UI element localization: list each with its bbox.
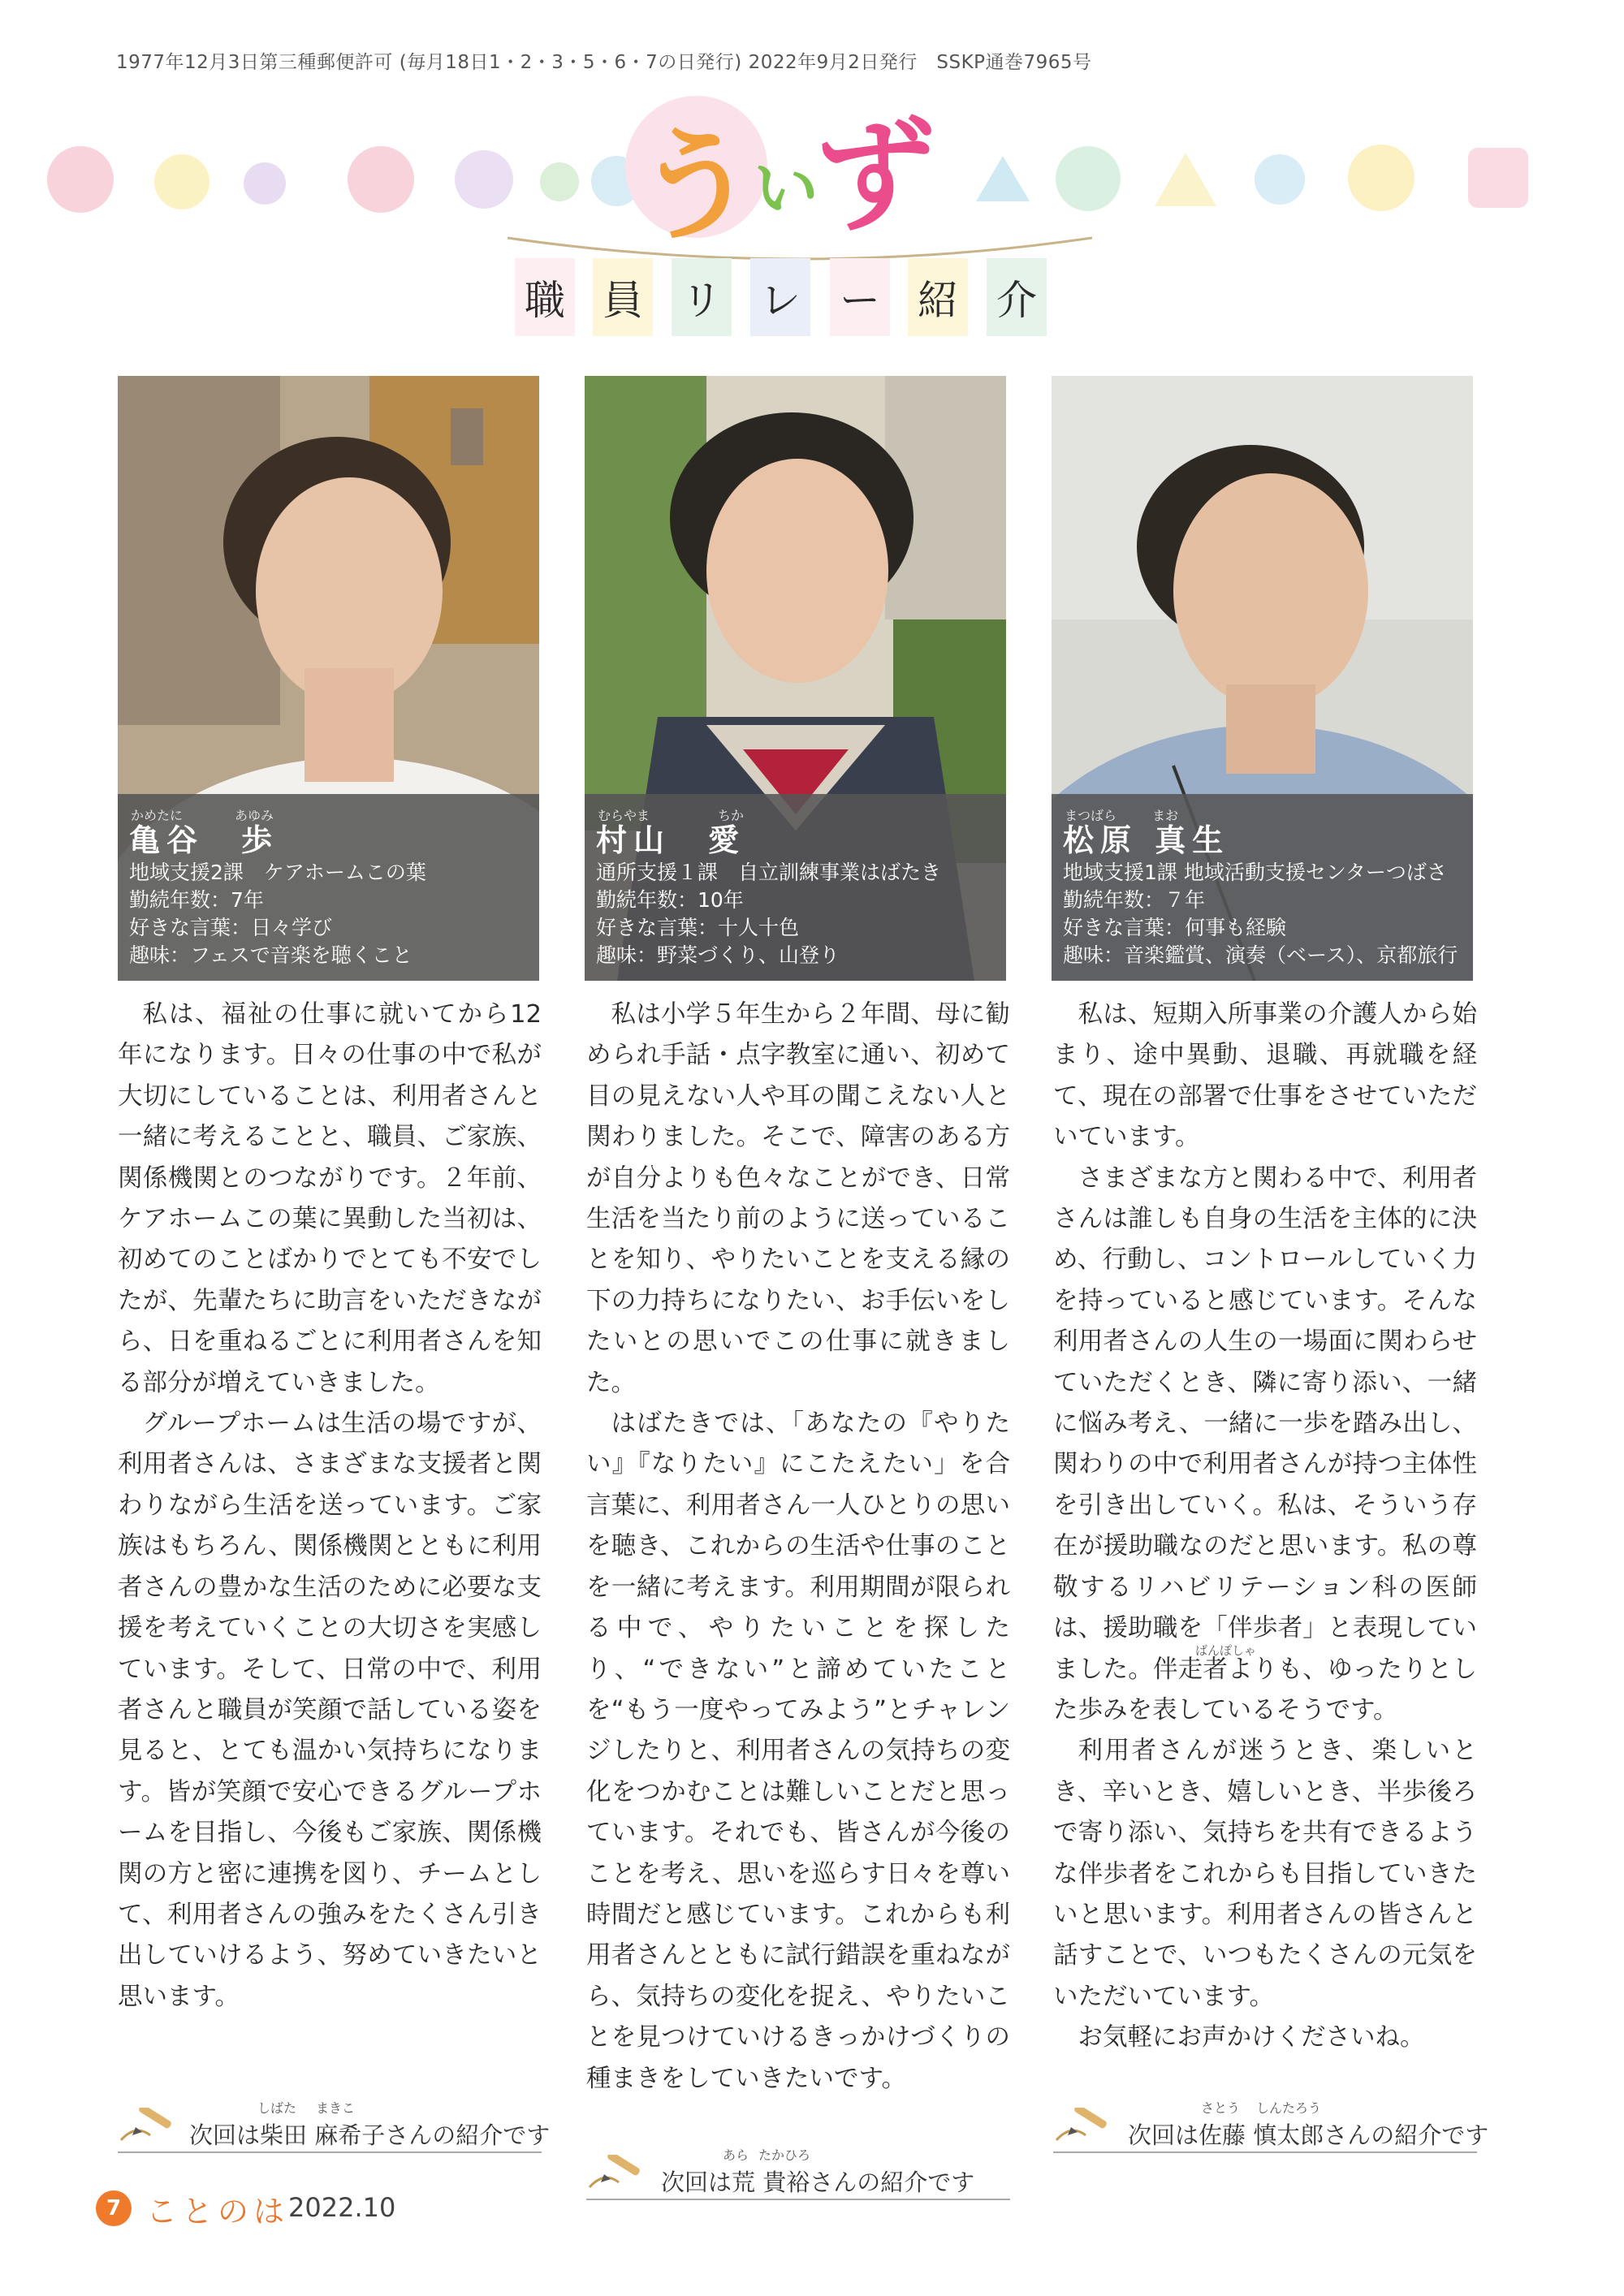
banner-char: ー bbox=[840, 277, 880, 324]
staff-years: 勤続年数：10年 bbox=[596, 888, 744, 912]
banner-char: 職 bbox=[525, 277, 565, 324]
mint-dot-decoration bbox=[1056, 146, 1121, 211]
article-column-matsubara bbox=[1053, 995, 1477, 2059]
purple-dot-decoration bbox=[455, 150, 513, 209]
furigana-family: まつばら bbox=[1065, 808, 1117, 823]
logo-char-zu: ず bbox=[814, 106, 936, 248]
staff-info-panel bbox=[1052, 794, 1473, 981]
page-number: 7 bbox=[96, 2190, 132, 2226]
article-paragraph: 私は、短期入所事業の介護人から始まり、途中異動、退職、再就職を経て、現在の部署で仕事をさせていただいています。 bbox=[1053, 1000, 1477, 1152]
square-decoration bbox=[1468, 148, 1528, 208]
name-furigana bbox=[596, 805, 995, 822]
pink-dot-decoration bbox=[348, 146, 414, 213]
banner-flag bbox=[750, 258, 810, 336]
article-paragraph: 私は、福祉の仕事に就いてから12年になります。日々の仕事の中で私が大切にしていることは、利用者さんと一緒に考えることと、職員、ご家族、関係機関とのつながりです。２年前、ケアホームこの葉に異動した当初は、初めてのことばかりでとても不安でしたが、先輩たちに助言をいただきながら、日を重ねるごとに利用者さんを知る部分が増えていきました。 bbox=[118, 1000, 542, 1397]
staff-department: 通所支援１課 自立訓練事業はばたき bbox=[596, 861, 942, 884]
triangle-decoration bbox=[974, 154, 1031, 203]
next-intro bbox=[586, 2143, 1010, 2200]
staff-name: 亀谷 歩 bbox=[129, 822, 279, 858]
next-intro bbox=[1053, 2096, 1489, 2153]
banner-flag bbox=[593, 258, 653, 336]
article-paragraph: さまざまな方と関わる中で、利用者さんは誰しも自身の生活を主体的に決め、行動し、コントロールしていく力を持っていると感じています。そんな利用者さんの人生の一場面に関わらせていただくとき、隣に寄り添い、一緒に悩み考え、一緒に一歩を踏み出し、関わりの中で利用者さんが持つ主体性を引き出していく。私は、そういう存在が援助職なのだと思います。私の尊敬するリハビリテーション科の医師は、援助職を「伴歩者」と表現していました。伴走者よりも、ゆったりとした歩みを表しているそうです。 bbox=[1053, 1163, 1477, 1724]
article-column-murayama bbox=[586, 995, 1010, 2100]
next-furigana-given: たかひろ bbox=[758, 2147, 811, 2163]
blue-dot-decoration bbox=[1255, 154, 1305, 205]
postal-permit-notice: 1977年12月3日第三種郵便許可 (毎月18日1・2・3・5・6・7の日発行) 2022年9月2日発行 SSKP通巻7965号 bbox=[116, 52, 1092, 73]
pen-icon bbox=[1053, 2108, 1112, 2145]
next-intro-text: 次回は柴田 麻希子さんの紹介です bbox=[189, 2121, 551, 2149]
staff-info-panel bbox=[118, 794, 539, 981]
furigana-given: ちか bbox=[718, 808, 745, 823]
staff-department: 地域支援2課 ケアホームこの葉 bbox=[129, 861, 426, 884]
next-furigana-given: しんたろう bbox=[1256, 2100, 1322, 2116]
banner-flag bbox=[672, 258, 732, 336]
staff-hobby: 趣味：野菜づくり、山登り bbox=[596, 943, 840, 967]
staff-department: 地域支援1課 地域活動支援センターつばさ bbox=[1063, 861, 1447, 884]
staff-favorite-phrase: 好きな言葉：何事も経験 bbox=[1063, 916, 1287, 939]
purple-dot-decoration bbox=[244, 162, 286, 205]
newsletter-title: ことのは bbox=[146, 2194, 290, 2229]
banner-flag bbox=[987, 258, 1047, 336]
article-paragraph: グループホームは生活の場ですが、利用者さんは、さまざまな支援者と関わりながら生活を送っています。ご家族はもちろん、関係機関とともに利用者さんの豊かな生活のために必要な支援を考えていくことの大切さを実感しています。そして、日常の中で、利用者さんと職員が笑顔で話している姿を見ると、とても温かい気持ちになります。皆が笑顔で安心できるグループホームを目指し、今後もご家族、関係機関の方と密に連携を図り、チームとして、利用者さんの強みをたくさん引き出していけるよう、努めていきたいと思います。 bbox=[118, 1409, 542, 2011]
banner-flag bbox=[830, 258, 890, 336]
pen-icon bbox=[586, 2155, 645, 2192]
pen-icon bbox=[118, 2108, 176, 2145]
ruby-banposha: ばんぽしゃ bbox=[1195, 1643, 1257, 1658]
triangle-decoration bbox=[1153, 151, 1218, 208]
article-paragraph: 私は小学５年生から２年間、母に勧められ手話・点字教室に通い、初めて目の見えない人や耳の聞こえない人と関わりました。そこで、障害のある方が自分よりも色々なことができ、日常生活を当たり前のように送っていることを知り、やりたいことを支える縁の下の力持ちになりたい、お手伝いをしたいとの思いでこの仕事に就きました。 bbox=[586, 1000, 1010, 1397]
wiz-logo bbox=[625, 96, 950, 257]
yellow-dot-decoration bbox=[154, 154, 209, 209]
staff-favorite-phrase: 好きな言葉：日々学び bbox=[129, 916, 333, 939]
staff-name: 松原 真生 bbox=[1063, 822, 1230, 858]
next-furigana-family: あら bbox=[723, 2147, 749, 2163]
next-intro-text: 次回は佐藤 慎太郎さんの紹介です bbox=[1128, 2121, 1489, 2149]
staff-years: 勤続年数：7年 bbox=[129, 888, 264, 912]
article-paragraph: お気軽にお声かけくださいね。 bbox=[1078, 2023, 1425, 2052]
furigana-given: あゆみ bbox=[235, 808, 274, 823]
staff-info-panel bbox=[585, 794, 1006, 981]
pink-dot-decoration bbox=[47, 146, 114, 213]
staff-favorite-phrase: 好きな言葉：十人十色 bbox=[596, 916, 800, 939]
article-paragraph: 利用者さんが迷うとき、楽しいとき、辛いとき、嬉しいとき、半歩後ろで寄り添い、気持ちを共有できるような伴歩者をこれからも目指していきたいと思います。利用者さんの皆さんと話すことで、いつもたくさんの元気をいただいています。 bbox=[1053, 1737, 1477, 2011]
furigana-family: むらやま bbox=[598, 808, 650, 823]
yellow-dot-decoration bbox=[1348, 145, 1415, 211]
logo-char-i: い bbox=[754, 151, 818, 227]
staff-years: 勤続年数：７年 bbox=[1063, 888, 1206, 912]
banner-char: 介 bbox=[996, 277, 1037, 324]
article-paragraph: はばたきでは、「あなたの『やりたい』『なりたい』にこたえたい」を合言葉に、利用者さん一人ひとりの思いを聴き、これからの生活や仕事のことを一緒に考えます。利用期間が限られる中で、やりたいことを探したり、“できない”と諦めていたことを“もう一度やってみよう”とチャレンジしたりと、利用者さんの気持ちの変化をつかむことは難しいことだと思っています。それでも、皆さんが今後のことを考え、思いを巡らす日々を尊い時間だと感じています。これからも利用者さんとともに試行錯誤を重ねながら、気持ちの変化を捉え、やりたいことを見つけていけるきっかけづくりの種まきをしていきたいです。 bbox=[586, 1409, 1010, 2093]
next-furigana-family: さとう bbox=[1201, 2100, 1241, 2116]
banner-char: レ bbox=[760, 277, 801, 324]
next-furigana-given: まきこ bbox=[316, 2100, 356, 2116]
staff-hobby: 趣味：フェスで音楽を聴くこと bbox=[129, 943, 412, 967]
banner-flag bbox=[908, 258, 968, 336]
next-intro-text: 次回は荒 貴裕さんの紹介です bbox=[661, 2169, 975, 2196]
banner-char: 員 bbox=[603, 277, 643, 324]
issue-date: 2022.10 bbox=[288, 2192, 396, 2223]
staff-card bbox=[1052, 376, 1473, 981]
banner-char: 紹 bbox=[918, 277, 958, 324]
furigana-family: かめたに bbox=[131, 808, 184, 823]
next-intro bbox=[118, 2096, 551, 2153]
staff-hobby: 趣味：音楽鑑賞、演奏（ベース）、京都旅行 bbox=[1063, 943, 1458, 967]
name-furigana bbox=[129, 805, 528, 822]
green-dot-decoration bbox=[540, 162, 579, 201]
logo-char-u: う bbox=[635, 116, 758, 257]
name-furigana bbox=[1063, 805, 1462, 822]
furigana-given: まお bbox=[1152, 808, 1179, 823]
banner-flag bbox=[515, 258, 575, 336]
next-furigana-family: しばた bbox=[257, 2100, 297, 2116]
banner-char: リ bbox=[681, 277, 722, 324]
article-column-kametani bbox=[118, 995, 542, 2018]
staff-name: 村山 愛 bbox=[596, 822, 746, 858]
staff-card bbox=[118, 376, 539, 981]
staff-card bbox=[585, 376, 1006, 981]
